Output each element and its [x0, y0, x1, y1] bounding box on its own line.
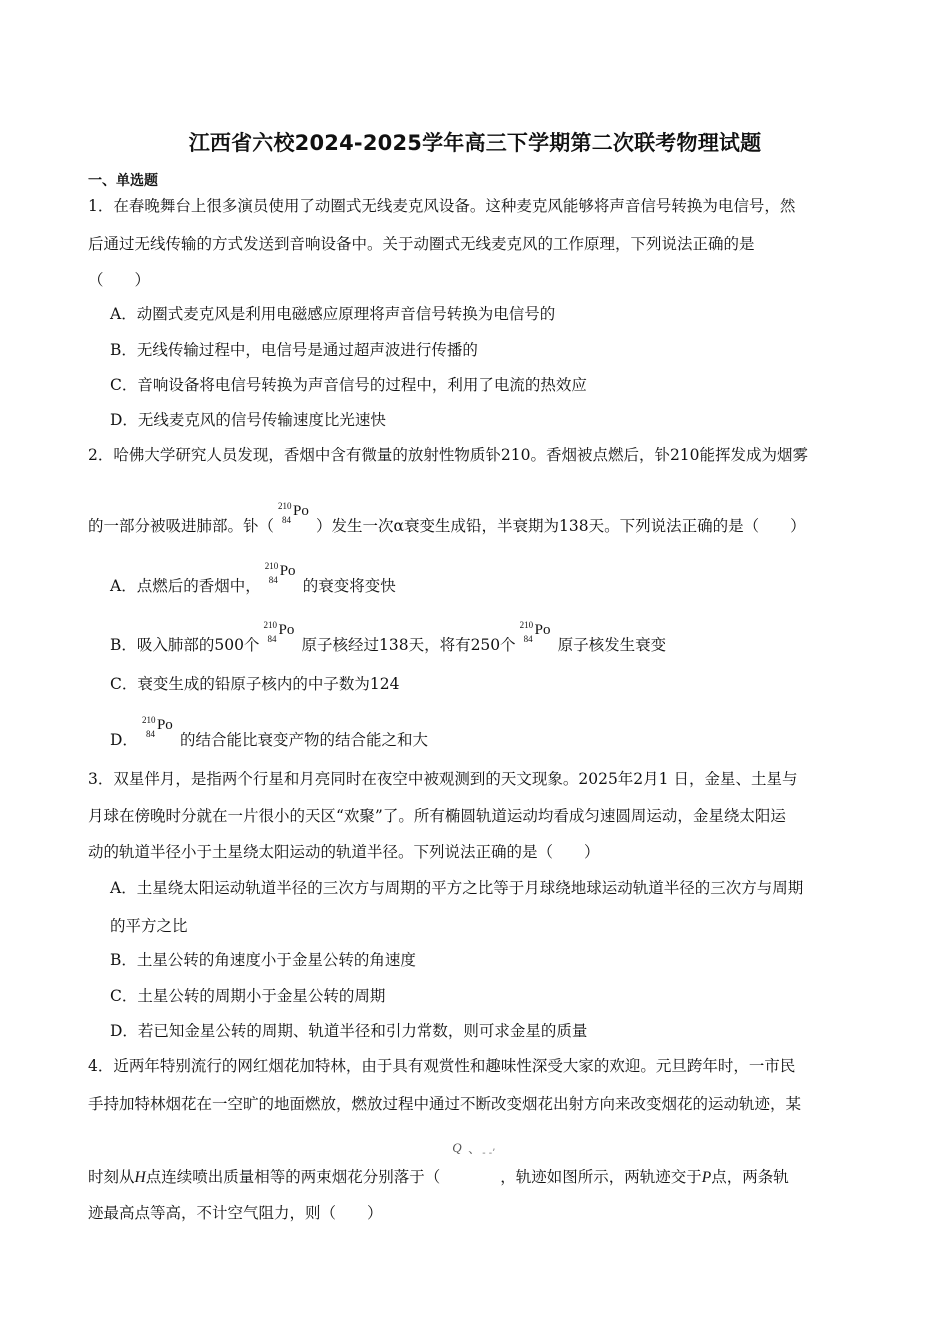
polonium-nuclide: 210 84 Po — [278, 501, 309, 525]
q1-line1: 1．在春晚舞台上很多演员使用了动圈式无线麦克风设备。这种麦克风能够将声音信号转换为电信号，然 — [88, 197, 796, 215]
q3-option-a-cont: 的平方之比 — [110, 917, 188, 935]
q2-line2: 的一部分被吸进肺部。钋（ 210 84 Po ）发生一次α衰变生成铅，半衰期为138天。下列说法正确的是（ ） — [88, 501, 806, 535]
q3-line1: 3．双星伴月，是指两个行星和月亮同时在夜空中被观测到的天文现象。2025年2月1 日，金星、土星与 — [88, 770, 798, 788]
q1-option-a: A．动圈式麦克风是利用电磁感应原理将声音信号转换为电信号的 — [110, 305, 556, 323]
q2-line1: 2．哈佛大学研究人员发现，香烟中含有微量的放射性物质钋210。香烟被点燃后，钋210能挥发成为烟雾 — [88, 446, 809, 464]
q3-line2: 月球在傍晚时分就在一片很小的天区“欢聚”了。所有椭圆轨道运动均看成匀速圆周运动，金星绕太阳运 — [88, 807, 786, 825]
page-title: 江西省六校2024-2025学年高三下学期第二次联考物理试题 — [188, 131, 762, 155]
section-heading: 一、单选题 — [88, 173, 158, 189]
landing-points-formula: Q 、 - -’ — [452, 1140, 496, 1159]
q1-option-b: B．无线传输过程中，电信号是通过超声波进行传播的 — [110, 341, 478, 359]
polonium-nuclide: 210 84 Po — [263, 620, 295, 644]
q1-option-d: D．无线麦克风的信号传输速度比光速快 — [110, 411, 386, 429]
polonium-nuclide: 210 84 Po — [264, 561, 296, 585]
q1-line3: （ ） — [88, 271, 151, 289]
q3-option-d: D．若已知金星公转的周期、轨道半径和引力常数，则可求金星的质量 — [110, 1022, 588, 1040]
q2-option-c: C．衰变生成的铅原子核内的中子数为124 — [110, 675, 400, 693]
q4-line4: 迹最高点等高，不计空气阻力，则（ ） — [88, 1204, 383, 1222]
polonium-nuclide: 210 84 Po — [141, 715, 173, 739]
q1-option-c: C．音响设备将电信号转换为声音信号的过程中，利用了电流的热效应 — [110, 376, 587, 394]
q1-line2: 后通过无线传输的方式发送到音响设备中。关于动圈式无线麦克风的工作原理，下列说法正确的是 — [88, 235, 755, 253]
q3-option-a: A．土星绕太阳运动轨道半径的三次方与周期的平方之比等于月球绕地球运动轨道半径的三次方与周期 — [110, 879, 804, 897]
q2-option-b: B．吸入肺部的500个 210 84 Po 原子核经过138天，将有250个 210 84 Po 原子核发生衰变 — [110, 620, 667, 654]
q4-line1: 4．近两年特别流行的网红烟花加特林，由于具有观赏性和趣味性深受大家的欢迎。元旦跨年时，一市民 — [88, 1057, 796, 1075]
q4-line3: 时刻从H点连续喷出质量相等的两束烟花分别落于（ Q 、 - -’ ，轨迹如图所示，两轨迹交于P点，两条轨 — [88, 1140, 789, 1186]
q3-line3: 动的轨道半径小于土星绕太阳运动的轨道半径。下列说法正确的是（ ） — [88, 843, 600, 861]
q3-option-b: B．土星公转的角速度小于金星公转的角速度 — [110, 951, 416, 969]
q2-option-a: A．点燃后的香烟中， 210 84 Po 的衰变将变快 — [110, 561, 396, 595]
q3-option-c: C．土星公转的周期小于金星公转的周期 — [110, 987, 386, 1005]
q2-option-d: D． 210 84 Po 的结合能比衰变产物的结合能之和大 — [110, 715, 428, 749]
polonium-nuclide: 210 84 Po — [519, 620, 551, 644]
q4-line2: 手持加特林烟花在一空旷的地面燃放，燃放过程中通过不断改变烟花出射方向来改变烟花的运动轨迹，某 — [88, 1095, 802, 1113]
